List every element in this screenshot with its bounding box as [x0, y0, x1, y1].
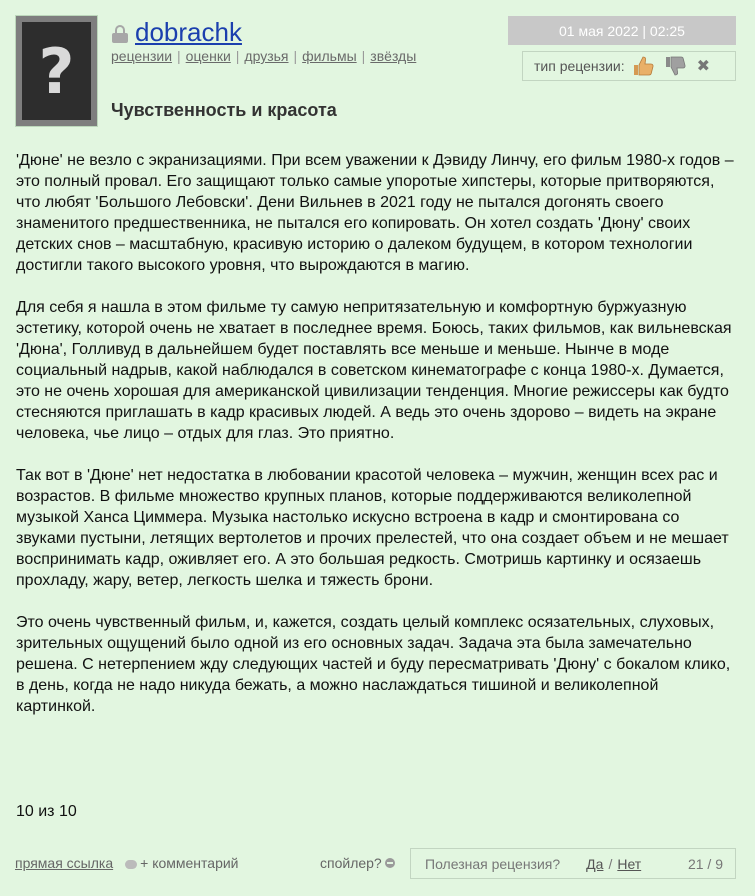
review-type-label: тип рецензии: [534, 58, 625, 74]
vote-yes-link[interactable]: Да [586, 855, 604, 872]
vote-no-link[interactable]: Нет [617, 855, 642, 872]
review-body [16, 150, 740, 738]
permalink-link[interactable]: прямая ссылка [15, 855, 114, 871]
nav-films-link[interactable]: фильмы [302, 48, 357, 64]
avatar-placeholder-icon: ? [22, 22, 91, 120]
spoiler-label: спойлер? [320, 855, 382, 871]
helpful-label: Полезная рецензия? [425, 855, 561, 872]
helpful-vote-box: Полезная рецензия? Да / Нет 21 / 9 [410, 848, 736, 879]
review-paragraph: 'Дюне' не везло с экранизациями. При всем уважении к Дэвиду Линчу, его фильм 1980-х годов – это полный провал. Его защищают только самые упоротые хипстеры, которые притворяются, что любят 'Большого Лебовски'. Дени Вильнев в 2021 году не пытался догонять своего знаменитого предшественника, не пытался его копировать. Он хотел создать 'Дюну' своих детских снов – масштабную, красивую историю о далеком будущем, в котором технологии достигли такого высокого уровня, что вырождаются в магию. [16, 152, 734, 274]
thumbs-up-icon[interactable] [631, 55, 655, 77]
comment-icon [125, 860, 137, 869]
user-nav: рецензии | оценки | друзья | фильмы | звёзды [111, 48, 417, 64]
vote-counts: 21 / 9 [687, 855, 723, 872]
user-line [111, 16, 242, 48]
review-score: 10 из 10 [16, 803, 77, 820]
add-comment-link[interactable]: + комментарий [140, 855, 239, 871]
review-paragraph: Для себя я нашла в этом фильме ту самую непритязательную и комфортную буржуазную эстетику, которой очень не хватает в последнее время. Боюсь, таких фильмов, как вильневская 'Дюна', Голливуд в дальнейшем будет поставлять все меньше и меньше. Нынче в моде социальный надрыв, какой наблюдался в советском кинематографе с конца 1980-х. Думается, это не очень хорошая для американской цивилизации тенденция. Многие режиссеры как будто стесняются приглашать в кадр красивых людей. А ведь это очень здорово – видеть на экране человека, чье лицо – отдых для глаз. Это приятно. [16, 299, 732, 442]
review-title: Чувственность и красота [111, 100, 337, 120]
close-icon[interactable]: ✖ [696, 58, 711, 75]
review-paragraph: Это очень чувственный фильм, и, кажется, создать целый комплекс осязательных, слуховых, зрительных ощущений было одной из его основных задач. Задача эта была замечательно решена. С нетерпением жду следующих частей и буду пересматривать 'Дюну' с бокалом клико, в день, когда не надо никуда бежать, а можно наслаждаться тишиной и великолепной картинкой. [16, 614, 731, 715]
lock-icon [111, 24, 129, 44]
avatar[interactable] [15, 15, 98, 127]
review-date: 01 мая 2022 | 02:25 [508, 16, 736, 45]
review-paragraph: Так вот в 'Дюне' нет недостатка в любовании красотой человека – мужчин, женщин всех рас и возрастов. В фильме множество крупных планов, которые поддерживаются великолепной музыкой Ханса Циммера. Музыка настолько искусно встроена в кадр и смонтирована со звуками пустыни, летящих вертолетов и прочих прелестей, что она создает объем и не мешает воспринимать кадр, оживляет его. А это большая редкость. Смотришь картинку и осязаешь прохладу, жару, ветер, легкость шелка и тяжесть брони. [16, 467, 729, 589]
nav-reviews-link[interactable]: рецензии [111, 48, 173, 64]
username-link[interactable]: dobrachk [135, 17, 242, 47]
nav-ratings-link[interactable]: оценки [185, 48, 231, 64]
spoiler-toggle[interactable] [320, 855, 395, 871]
nav-friends-link[interactable]: друзья [244, 48, 289, 64]
thumbs-down-icon[interactable] [663, 55, 687, 77]
review-footer [15, 855, 239, 871]
nav-stars-link[interactable]: звёзды [370, 48, 417, 64]
review-type-box [522, 51, 736, 81]
minus-circle-icon [385, 858, 395, 868]
